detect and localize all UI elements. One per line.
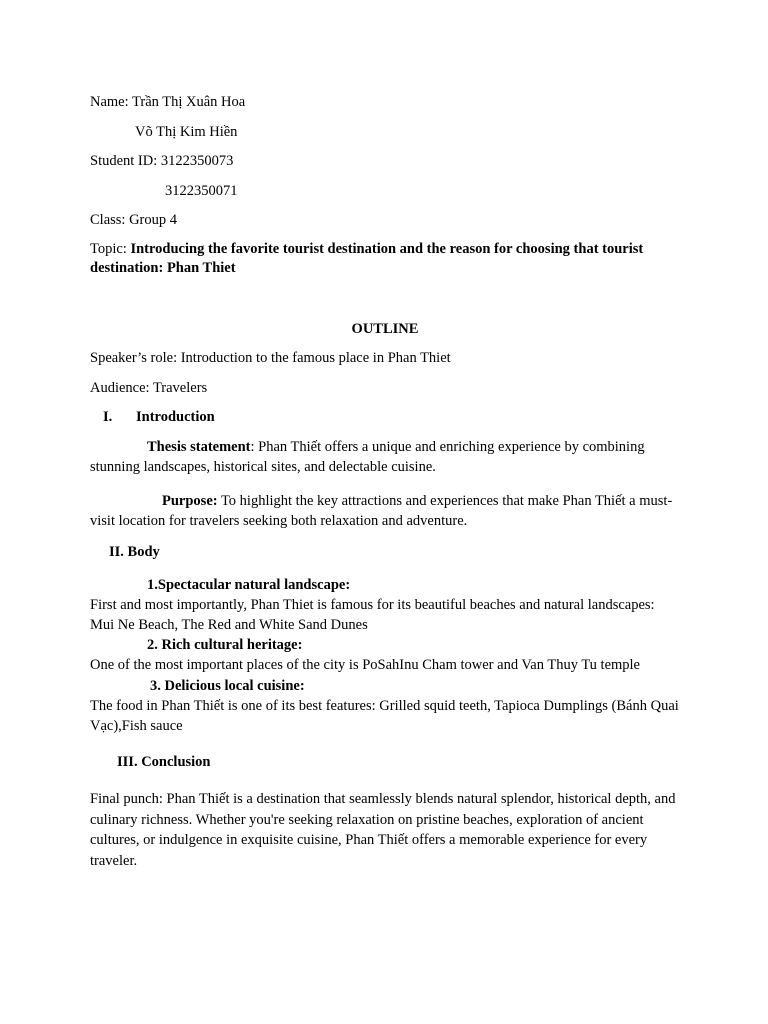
name-line [90, 92, 680, 112]
student-id-label: Student ID: [90, 153, 161, 169]
audience: Audience: Travelers [90, 380, 208, 396]
purpose-label: Purpose: [162, 493, 218, 509]
name-label: Name: [90, 94, 133, 110]
purpose-text: To highlight the key attractions and experiences that make Phan Thiết a must-visit location for travelers seeking both relaxation and adventure. [90, 493, 673, 529]
point-1-text: First and most importantly, Phan Thiet is famous for its beautiful beaches and natural landscapes: Mui Ne Beach, The Red and White Sand Dunes [90, 597, 655, 633]
speaker-role: Speaker’s role: Introduction to the famous place in Phan Thiet [90, 350, 451, 366]
student-name-2: Võ Thị Kim Hiền [135, 124, 238, 140]
point-3-heading: 3. Delicious local cuisine: [150, 678, 305, 694]
body-heading: II. Body [109, 544, 160, 560]
conclusion-heading [117, 752, 707, 772]
class-line [90, 210, 680, 230]
student-id-line [90, 151, 680, 171]
outline-title: OUTLINE [351, 321, 419, 337]
introduction-heading [103, 407, 693, 427]
conclusion-title: . Conclusion [133, 754, 211, 770]
purpose-statement [90, 491, 680, 531]
class-value: Group 4 [129, 212, 178, 228]
thesis-text: : Phan Thiết offers a unique and enriching experience by combining stunning landscapes, historical sites, and delectable cuisine. [90, 439, 645, 475]
introduction-numeral: I. [103, 409, 113, 425]
student-id-2: 3122350071 [165, 183, 238, 199]
thesis-statement [90, 437, 680, 477]
conclusion-numeral: III [117, 754, 134, 770]
student-id-1: 3122350073 [160, 153, 234, 169]
point-1-heading: 1.Spectacular natural landscape: [147, 577, 351, 593]
topic-value: Introducing the favorite tourist destination and the reason for choosing that tourist destination: Phan Thiet [90, 241, 644, 276]
topic-line [90, 240, 680, 278]
introduction-title: Introduction [136, 409, 215, 425]
student-name-1: Trần Thị Xuân Hoa [132, 94, 246, 110]
point-2-heading: 2. Rich cultural heritage: [147, 637, 303, 653]
final-punch: Final punch: Phan Thiết is a destination that seamlessly blends natural splendor, historical depth, and culinary richness. Whether you're seeking relaxation on pristine beaches, exploration of ancient cultures, or indulgence in exquisite cuisine, Phan Thiết offers a memorable experience for every traveler. [90, 791, 676, 869]
class-label: Class: [90, 212, 130, 228]
point-2-text: One of the most important places of the city is PoSahInu Cham tower and Van Thuy Tu temple [90, 657, 640, 673]
topic-label: Topic: [90, 241, 131, 257]
document-page [90, 0, 680, 1024]
thesis-label: Thesis statement [147, 439, 251, 455]
point-3-text: The food in Phan Thiết is one of its best features: Grilled squid teeth, Tapioca Dumplings (Bánh Quai Vạc),Fish sauce [90, 698, 679, 734]
